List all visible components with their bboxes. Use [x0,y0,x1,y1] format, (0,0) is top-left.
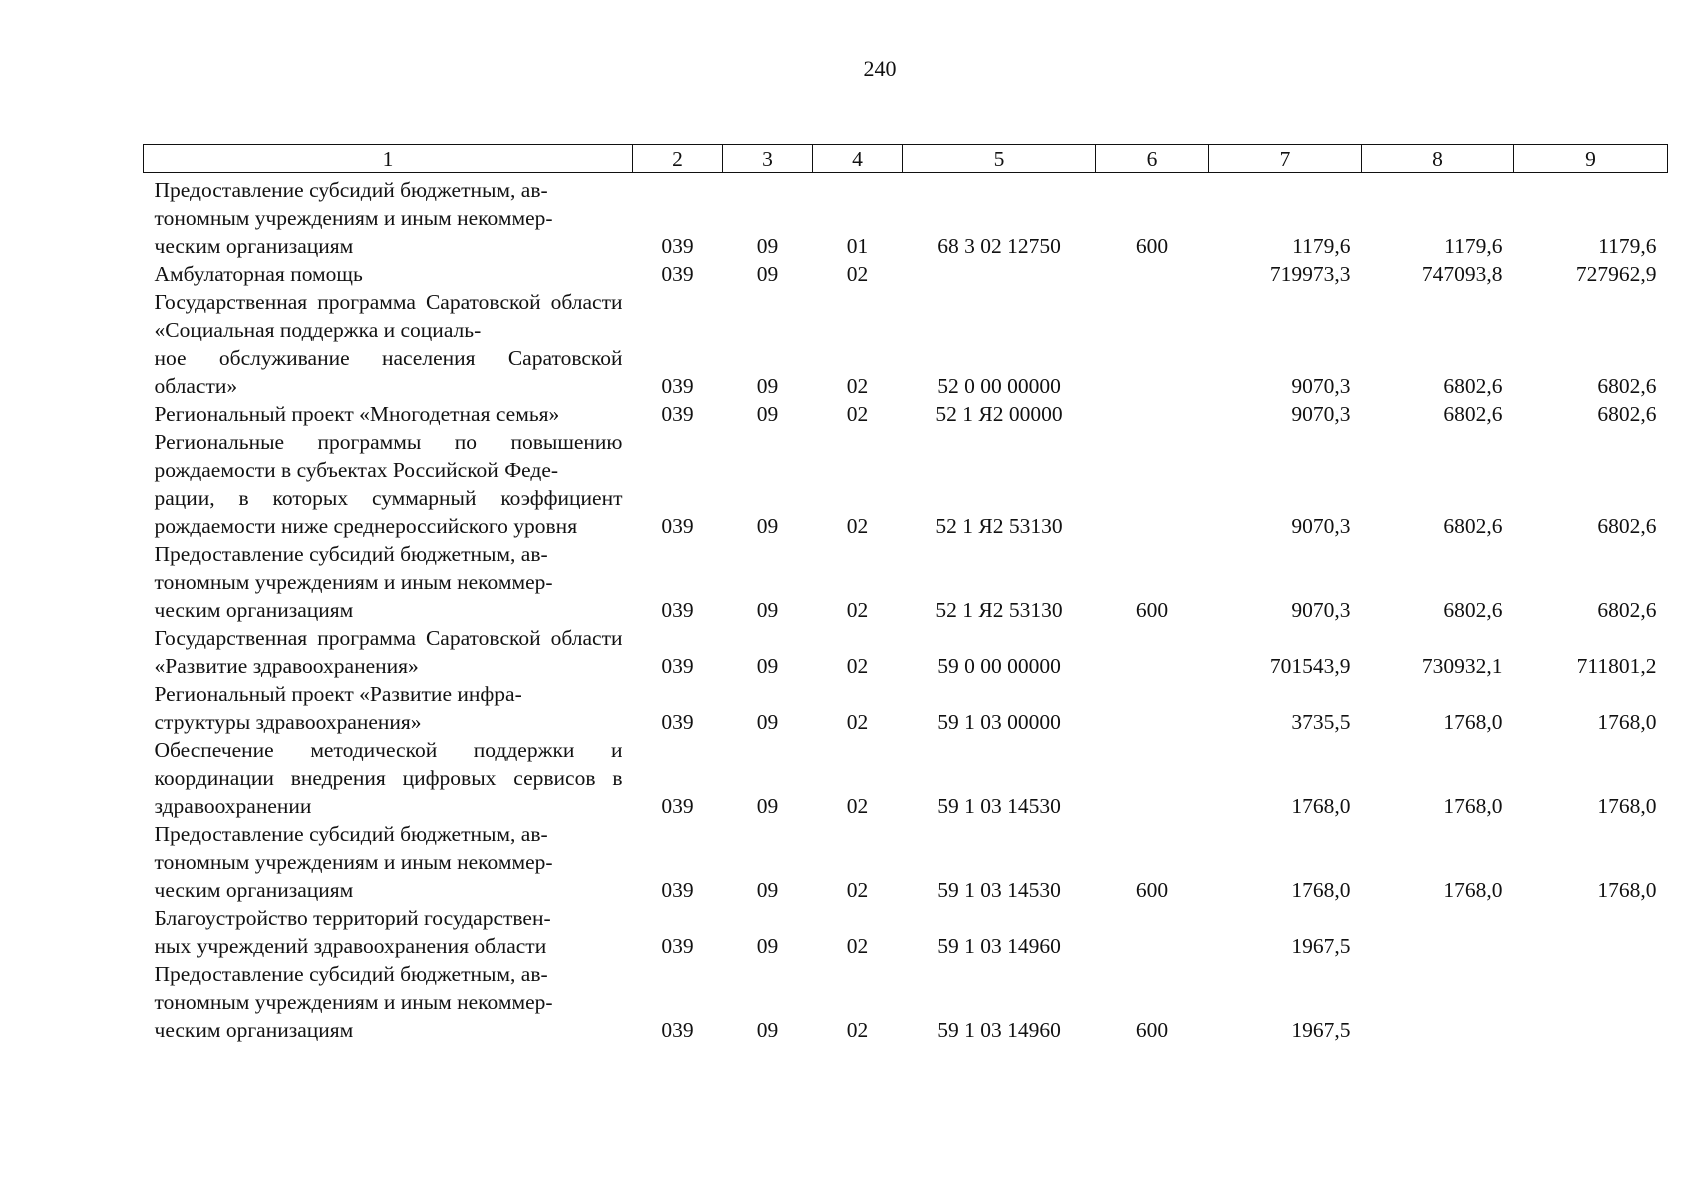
cell-col-8: 6802,6 [1443,402,1503,426]
cell-col-9: 6802,6 [1597,514,1657,538]
cell-col-5: 59 0 00 00000 [937,654,1061,678]
cell-col-4: 02 [846,1018,869,1042]
cell-col-7: 9070,3 [1291,374,1351,398]
cell-col-5: 52 0 00 00000 [937,374,1061,398]
cell-col-3: 09 [756,878,779,902]
budget-table [143,144,1668,1044]
cell-col-6 [1096,624,1209,680]
cell-col-2: 039 [661,402,694,426]
cell-col-7: 701543,9 [1269,654,1351,678]
cell-col-4: 02 [846,402,869,426]
cell-col-7: 9070,3 [1291,514,1351,538]
cell-col-2: 039 [661,654,694,678]
cell-col-9: 1768,0 [1597,710,1657,734]
cell-col-9: 1768,0 [1597,794,1657,818]
cell-col-5: 68 3 02 12750 [937,234,1061,258]
cell-col-9: 6802,6 [1597,402,1657,426]
cell-col-7: 719973,3 [1269,262,1351,286]
cell-col-7: 1768,0 [1291,794,1351,818]
cell-col-3: 09 [756,934,779,958]
cell-col-6 [1096,736,1209,820]
table-row [144,904,1668,960]
table-row [144,820,1668,904]
cell-col-5 [903,260,1096,288]
cell-col-2: 039 [661,262,694,286]
cell-col-5: 52 1 Я2 53130 [935,514,1063,538]
table-body [144,173,1668,1045]
table-row [144,260,1668,288]
cell-col-9 [1514,904,1668,960]
cell-col-9: 727962,9 [1575,262,1657,286]
cell-col-6 [1096,288,1209,400]
column-header-4: 4 [813,145,903,173]
cell-col-4: 02 [846,262,869,286]
column-header-6: 6 [1096,145,1209,173]
table-row [144,288,1668,400]
column-header-2: 2 [633,145,723,173]
table-row [144,680,1668,736]
cell-col-8: 6802,6 [1443,598,1503,622]
cell-col-2: 039 [661,374,694,398]
cell-col-5: 59 1 03 14530 [937,794,1061,818]
cell-col-5: 59 1 03 00000 [937,710,1061,734]
table-row [144,624,1668,680]
table-row [144,540,1668,624]
cell-col-3: 09 [756,1018,779,1042]
cell-col-2: 039 [661,598,694,622]
cell-col-5: 52 1 Я2 53130 [935,598,1063,622]
cell-col-3: 09 [756,514,779,538]
column-header-9: 9 [1514,145,1668,173]
cell-col-2: 039 [661,1018,694,1042]
table-row [144,428,1668,540]
cell-col-2: 039 [661,514,694,538]
cell-col-2: 039 [661,234,694,258]
cell-col-3: 09 [756,654,779,678]
cell-col-7: 1967,5 [1291,934,1351,958]
row-description: Государственная программа Саратовской области «Развитие здравоохранения» [154,626,623,678]
cell-col-3: 09 [756,262,779,286]
cell-col-4: 02 [846,794,869,818]
cell-col-6: 600 [1135,234,1169,258]
cell-col-7: 9070,3 [1291,598,1351,622]
row-description: Обеспечение методической поддержки и координации внедрения цифровых сервисов в здравоохранении [154,738,623,818]
table-row [144,960,1668,1044]
cell-col-4: 02 [846,374,869,398]
cell-col-4: 02 [846,514,869,538]
cell-col-8: 1768,0 [1443,794,1503,818]
table-header-row [144,145,1668,173]
cell-col-8: 1768,0 [1443,878,1503,902]
cell-col-2: 039 [661,934,694,958]
row-description: Предоставление субсидий бюджетным, ав- тономным учреждениям и иным некоммер- ческим организациям [154,822,553,902]
cell-col-9: 6802,6 [1597,598,1657,622]
cell-col-6: 600 [1135,878,1169,902]
row-description: Предоставление субсидий бюджетным, ав- тономным учреждениям и иным некоммер- ческим организациям [154,962,553,1042]
cell-col-4: 02 [846,710,869,734]
cell-col-3: 09 [756,598,779,622]
column-header-8: 8 [1362,145,1514,173]
row-description: Региональный проект «Развитие инфра- структуры здравоохранения» [154,682,522,734]
cell-col-7: 9070,3 [1291,402,1351,426]
row-description: Региональные программы по повышению рождаемости в субъектах Российской Феде- рации, в которых суммарный коэффициент рождаемости ниже среднероссийского уровня [154,430,623,538]
table-row [144,736,1668,820]
cell-col-9: 711801,2 [1576,654,1657,678]
column-header-1: 1 [144,145,633,173]
cell-col-4: 01 [846,234,869,258]
row-description: Благоустройство территорий государствен- ных учреждений здравоохранения области [154,906,551,958]
row-description: Предоставление субсидий бюджетным, ав- тономным учреждениям и иным некоммер- ческим организациям [154,542,553,622]
cell-col-9: 1179,6 [1598,234,1657,258]
cell-col-3: 09 [756,710,779,734]
cell-col-8 [1362,960,1514,1044]
cell-col-5: 59 1 03 14530 [937,878,1061,902]
row-description: Региональный проект «Многодетная семья» [154,402,560,426]
cell-col-6 [1096,428,1209,540]
cell-col-5: 59 1 03 14960 [937,1018,1061,1042]
cell-col-5: 52 1 Я2 00000 [935,402,1063,426]
cell-col-9 [1514,960,1668,1044]
row-description: Амбулаторная помощь [154,262,363,286]
table-row [144,173,1668,261]
cell-col-6: 600 [1135,1018,1169,1042]
cell-col-8 [1362,904,1514,960]
column-header-5: 5 [903,145,1096,173]
cell-col-8: 730932,1 [1421,654,1503,678]
cell-col-3: 09 [756,402,779,426]
cell-col-4: 02 [846,598,869,622]
table-row [144,400,1668,428]
cell-col-3: 09 [756,794,779,818]
cell-col-2: 039 [661,878,694,902]
row-description: Государственная программа Саратовской области «Социальная поддержка и социаль- ное обслуживание населения Саратовской области» [154,290,623,398]
cell-col-8: 747093,8 [1421,262,1503,286]
cell-col-4: 02 [846,934,869,958]
cell-col-4: 02 [846,878,869,902]
cell-col-4: 02 [846,654,869,678]
cell-col-7: 1179,6 [1292,234,1351,258]
cell-col-3: 09 [756,234,779,258]
cell-col-6: 600 [1135,598,1169,622]
cell-col-8: 1768,0 [1443,710,1503,734]
column-header-7: 7 [1209,145,1362,173]
cell-col-5: 59 1 03 14960 [937,934,1061,958]
cell-col-8: 1179,6 [1444,234,1503,258]
cell-col-7: 3735,5 [1291,710,1351,734]
cell-col-6 [1096,680,1209,736]
cell-col-9: 1768,0 [1597,878,1657,902]
cell-col-2: 039 [661,794,694,818]
column-header-3: 3 [723,145,813,173]
cell-col-7: 1967,5 [1291,1018,1351,1042]
cell-col-6 [1096,260,1209,288]
page-number: 240 [863,56,897,81]
cell-col-2: 039 [661,710,694,734]
cell-col-8: 6802,6 [1443,374,1503,398]
cell-col-9: 6802,6 [1597,374,1657,398]
cell-col-8: 6802,6 [1443,514,1503,538]
cell-col-6 [1096,904,1209,960]
cell-col-6 [1096,400,1209,428]
cell-col-7: 1768,0 [1291,878,1351,902]
row-description: Предоставление субсидий бюджетным, ав- тономным учреждениям и иным некоммер- ческим организациям [154,178,553,258]
cell-col-3: 09 [756,374,779,398]
